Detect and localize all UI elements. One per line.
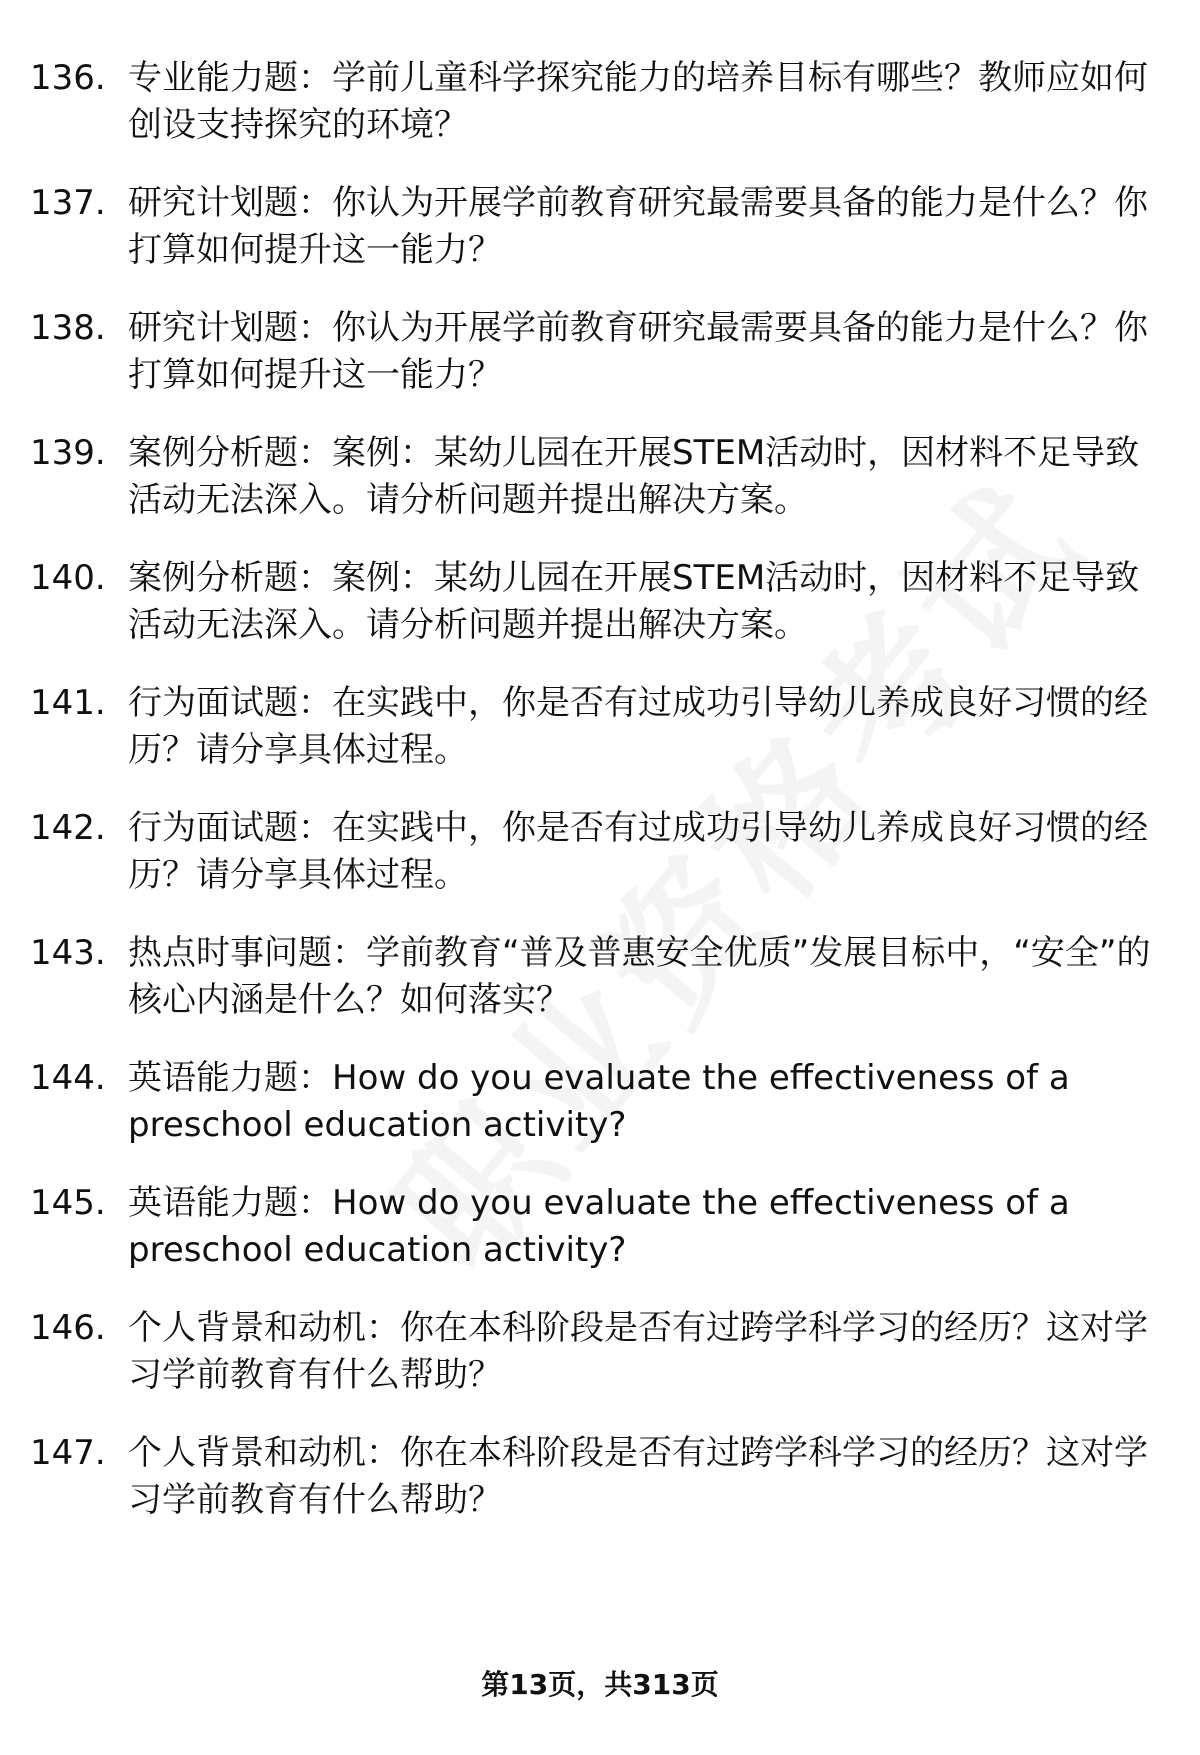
question-item — [30, 1430, 1170, 1524]
question-text: 研究计划题：你认为开展学前教育研究最需要具备的能力是什么？你打算如何提升这一能力？ — [128, 308, 1148, 395]
question-text: 案例分析题：案例：某幼儿园在开展STEM活动时，因材料不足导致活动无法深入。请分析问题并提出解决方案。 — [128, 558, 1140, 645]
question-item — [30, 1055, 1170, 1149]
question-number: 138. — [30, 308, 106, 348]
question-number: 145. — [30, 1183, 106, 1223]
question-number: 142. — [30, 808, 106, 848]
question-text: 案例分析题：案例：某幼儿园在开展STEM活动时，因材料不足导致活动无法深入。请分析问题并提出解决方案。 — [128, 433, 1140, 520]
page-footer — [0, 1665, 1200, 1705]
question-item — [30, 930, 1170, 1024]
question-number: 136. — [30, 58, 106, 98]
question-text: 研究计划题：你认为开展学前教育研究最需要具备的能力是什么？你打算如何提升这一能力？ — [128, 183, 1148, 270]
question-number: 137. — [30, 183, 106, 223]
question-text: 热点时事问题：学前教育“普及普惠安全优质”发展目标中，“安全”的核心内涵是什么？如何落实？ — [128, 933, 1151, 1020]
question-item — [30, 1305, 1170, 1399]
question-text: 行为面试题：在实践中，你是否有过成功引导幼儿养成良好习惯的经历？请分享具体过程。 — [128, 808, 1148, 895]
question-text: 行为面试题：在实践中，你是否有过成功引导幼儿养成良好习惯的经历？请分享具体过程。 — [128, 683, 1148, 770]
question-text: 英语能力题：How do you evaluate the effectiveness of a preschool education activity? — [128, 1058, 1070, 1145]
question-text: 个人背景和动机：你在本科阶段是否有过跨学科学习的经历？这对学习学前教育有什么帮助？ — [128, 1433, 1148, 1520]
question-text: 英语能力题：How do you evaluate the effectiveness of a preschool education activity? — [128, 1183, 1070, 1270]
question-number: 139. — [30, 433, 106, 473]
question-number: 141. — [30, 683, 106, 723]
question-item — [30, 55, 1170, 149]
question-item — [30, 555, 1170, 649]
question-number: 144. — [30, 1058, 106, 1098]
question-number: 147. — [30, 1433, 106, 1473]
question-text: 个人背景和动机：你在本科阶段是否有过跨学科学习的经历？这对学习学前教育有什么帮助？ — [128, 1308, 1148, 1395]
question-item — [30, 305, 1170, 399]
question-item — [30, 805, 1170, 899]
question-item — [30, 680, 1170, 774]
question-number: 143. — [30, 933, 106, 973]
question-number: 146. — [30, 1308, 106, 1348]
question-item — [30, 180, 1170, 274]
question-item — [30, 1180, 1170, 1274]
question-item — [30, 430, 1170, 524]
question-list — [30, 55, 1170, 1555]
page-number-label: 第13页，共313页 — [481, 1668, 719, 1701]
question-text: 专业能力题：学前儿童科学探究能力的培养目标有哪些？教师应如何创设支持探究的环境？ — [128, 58, 1148, 145]
question-number: 140. — [30, 558, 106, 598]
